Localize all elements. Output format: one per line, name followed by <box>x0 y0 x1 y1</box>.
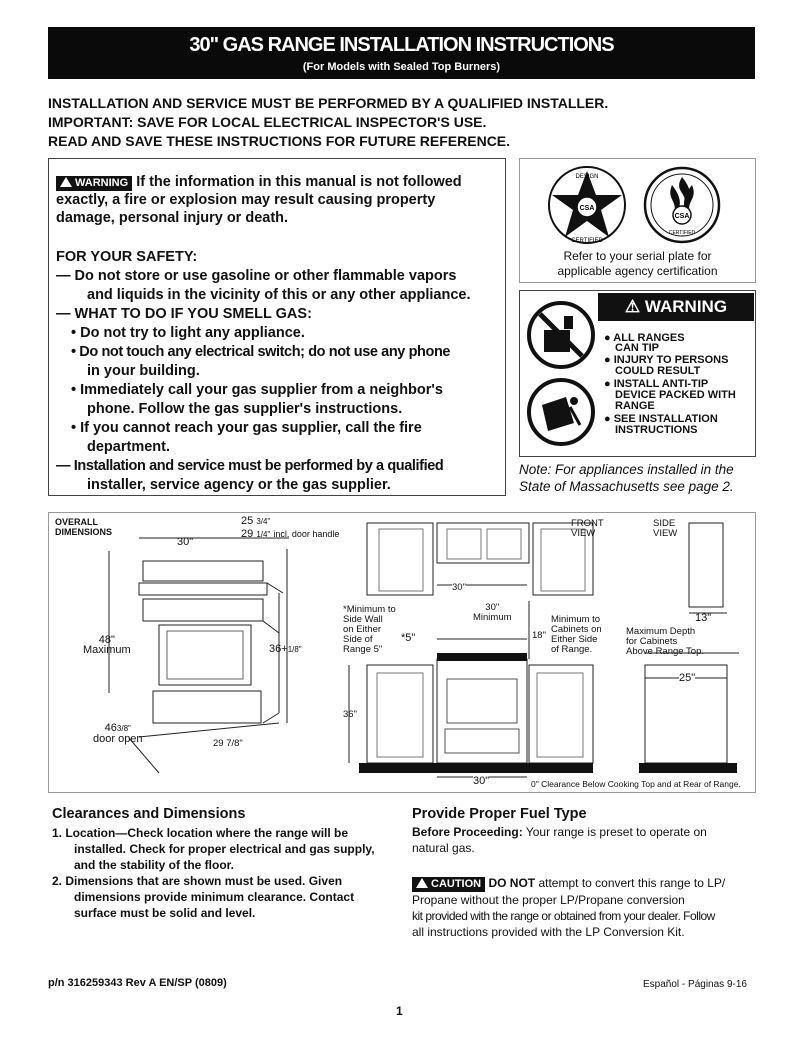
anti-tip-warning-panel <box>519 290 756 457</box>
page-subtitle: (For Models with Sealed Top Burners) <box>302 61 501 73</box>
safety-bullet: • If you cannot reach your gas supplier, call the fire <box>71 420 422 436</box>
massachusetts-note: Note: For appliances installed in the State of Massachusetts see page 2. <box>519 462 734 494</box>
svg-text:CERTIFIED: CERTIFIED <box>668 230 696 236</box>
svg-text:CSA: CSA <box>674 213 690 220</box>
svg-text:CSA: CSA <box>579 205 595 212</box>
fuel-title: Provide Proper Fuel Type <box>412 806 587 822</box>
safety-bullet: in your building. <box>87 363 200 379</box>
certification-box <box>519 158 756 283</box>
tip-warning-item: COULD RESULT <box>615 365 701 377</box>
intro-line: READ AND SAVE THESE INSTRUCTIONS FOR FUTURE REFERENCE. <box>48 133 511 149</box>
cabinet-clearance-note: Minimum to Cabinets on Either Side of Range. <box>551 614 602 655</box>
safety-bullet: • Do not touch any electrical switch; do not use any phone <box>71 344 451 360</box>
max-depth-note: Maximum Depth for Cabinets Above Range Top. <box>626 626 704 657</box>
tip-warning-item: CAN TIP <box>615 342 659 354</box>
dim-width: 30" <box>177 536 194 548</box>
safety-item: and liquids in the vicinity of this or any other appliance. <box>87 287 471 303</box>
dimensions-diagram <box>48 512 756 793</box>
diagram-title: OVERALL DIMENSIONS <box>55 517 113 537</box>
tip-warning-item: ● INSTALL ANTI-TIP <box>604 378 709 390</box>
safety-bullet: department. <box>87 439 170 455</box>
front-view-label: FRONT VIEW <box>571 518 604 539</box>
fuel-caution: CAUTION DO NOT attempt to convert this range to LP/ Propane without the proper LP/Propane conversion kit provided with the range or obtained from your dealer. Follow all instructions provided with the LP Conversion Kit. <box>412 876 726 939</box>
svg-text:DESIGN: DESIGN <box>575 174 599 180</box>
clearances-list: 1. Location—Check location where the range will be installed. Check for proper electrical and gas supply, and the stability of the floor. 2. Dimensions that are shown must be used. Given dimensions provide minimum clearance. Contact surface must be solid and level. <box>52 826 375 920</box>
dim-13: 13" <box>695 612 712 624</box>
tip-warning-item: ● INJURY TO PERSONS <box>604 354 729 366</box>
safety-item: — Installation and service must be performed by a qualified <box>56 458 444 474</box>
safety-item: — WHAT TO DO IF YOU SMELL GAS: <box>56 306 312 322</box>
dim-depth-base: 29 7/8" <box>213 738 243 749</box>
dim-side-5: *5" <box>401 632 416 644</box>
clearance-note: 0" Clearance Below Cooking Top and at Rear of Range. <box>531 779 741 789</box>
spanish-pages: Español - Páginas 9-16 <box>643 979 747 990</box>
safety-title: FOR YOUR SAFETY: <box>56 249 198 265</box>
dim-min-clearance: 30" Minimum <box>473 602 512 623</box>
tip-warning-item: INSTRUCTIONS <box>615 424 698 436</box>
safety-bullet: • Do not try to light any appliance. <box>71 325 305 341</box>
side-view-label: SIDE VIEW <box>653 518 678 539</box>
title-banner <box>48 27 755 79</box>
warning-triangle-icon <box>416 878 428 888</box>
design-certified-seal-icon <box>544 165 630 245</box>
svg-text:CERTIFIED: CERTIFIED <box>571 238 603 244</box>
dim-18: 18" <box>532 630 546 641</box>
tip-warning-item: RANGE <box>615 400 655 412</box>
dim-30-base: 30" <box>473 775 490 787</box>
warning-triangle-icon: ⚠ <box>624 297 645 316</box>
cert-caption: Refer to your serial plate for applicable agency certification <box>557 249 718 278</box>
tip-warning-header: ⚠ WARNING <box>598 293 754 321</box>
caution-badge: CAUTION <box>412 877 485 892</box>
warning-paragraph: WARNING If the information in this manual is not followed exactly, a fire or explosion may result causing property damage, personal injury or death. <box>56 174 462 226</box>
page-title: 30" GAS RANGE INSTALLATION INSTRUCTIONS <box>189 34 614 56</box>
flame-certified-seal-icon <box>642 165 722 245</box>
fuel-before: Before Proceeding: Your range is preset to operate on natural gas. <box>412 825 707 855</box>
no-climbing-on-door-icon <box>526 300 596 370</box>
safety-item: — Do not store or use gasoline or other flammable vapors <box>56 268 457 284</box>
page-number: 1 <box>396 1004 403 1018</box>
dim-height-max: 48" Maximum <box>83 634 131 656</box>
safety-item: installer, service agency or the gas supplier. <box>87 477 391 493</box>
side-wall-note: *Minimum to Side Wall on Either Side of Range 5" <box>343 604 396 655</box>
range-tipping-icon <box>526 377 596 447</box>
warning-triangle-icon <box>60 177 72 187</box>
tip-warning-item: ● ALL RANGES <box>604 332 685 344</box>
tip-warning-item: ● SEE INSTALLATION <box>604 413 718 425</box>
clearances-title: Clearances and Dimensions <box>52 806 246 822</box>
intro-line: INSTALLATION AND SERVICE MUST BE PERFORMED BY A QUALIFIED INSTALLER. <box>48 95 609 111</box>
dim-depth: 25 3/4" <box>241 515 271 527</box>
intro-line: IMPORTANT: SAVE FOR LOCAL ELECTRICAL INSPECTOR'S USE. <box>48 114 487 130</box>
warning-badge: WARNING <box>56 176 132 191</box>
safety-warning-box <box>48 158 506 496</box>
dim-cabinet-gap: 30" <box>452 582 466 593</box>
dim-door-open: 463/8" door open <box>93 722 143 745</box>
tip-warning-item: DEVICE PACKED WITH <box>615 389 736 401</box>
dim-depth-handle: 29 1/4" incl. door handle <box>241 528 340 540</box>
dim-height: 36+1/8" <box>269 643 302 655</box>
dim-25: 25" <box>679 672 696 684</box>
dim-36-counter: 36" <box>343 709 357 720</box>
safety-bullet: • Immediately call your gas supplier from a neighbor's <box>71 382 443 398</box>
safety-bullet: phone. Follow the gas supplier's instructions. <box>87 401 403 417</box>
part-number: p/n 316259343 Rev A EN/SP (0809) <box>48 977 227 989</box>
